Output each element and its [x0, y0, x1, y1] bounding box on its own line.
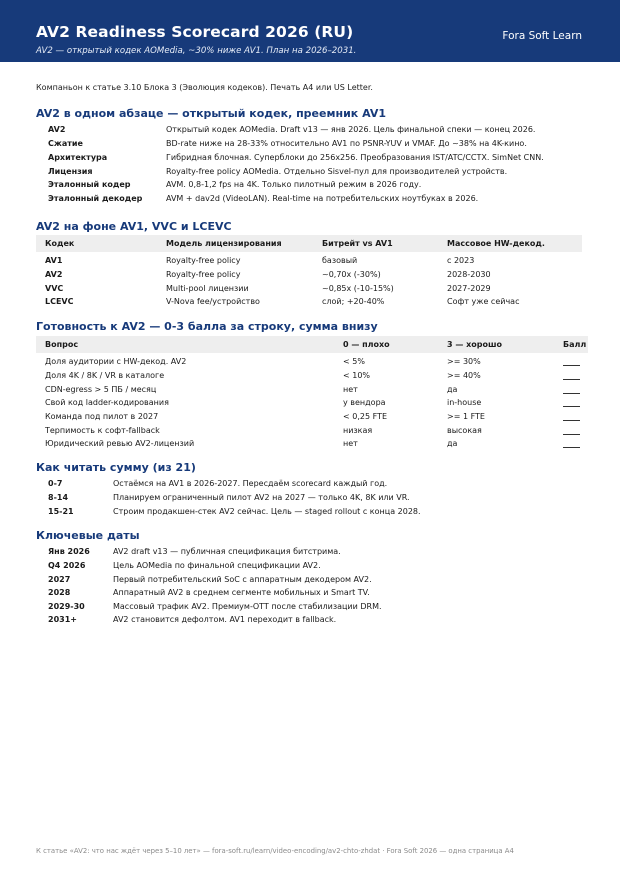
- date-value: AV2 draft v13 — публичная спецификация битстрима.: [113, 547, 341, 556]
- good-cell: высокая: [447, 426, 482, 435]
- good-cell: >= 40%: [447, 371, 481, 380]
- score-blank[interactable]: [563, 379, 580, 380]
- good-cell: in-house: [447, 398, 482, 407]
- table-row: [36, 295, 582, 309]
- summary-value: Открытый кодек AOMedia. Draft v13 — янв 2026. Цель финальной спеки — конец 2026.: [166, 125, 536, 134]
- bad-cell: у вендора: [343, 398, 386, 407]
- date-key: 2028: [48, 588, 71, 597]
- summary-key: Сжатие: [48, 139, 83, 148]
- good-cell: да: [447, 385, 458, 394]
- score-blank[interactable]: [563, 406, 580, 407]
- date-value: Аппаратный AV2 в среднем сегменте мобильных и Smart TV.: [113, 588, 370, 597]
- reading-key: 8-14: [48, 493, 69, 502]
- intro-text: Компаньон к статье 3.10 Блока 3 (Эволюция кодеков). Печать A4 или US Letter.: [36, 83, 373, 92]
- column-header: Модель лицензирования: [166, 239, 282, 248]
- table-row: [36, 410, 582, 424]
- reading-value: Остаёмся на AV1 в 2026-2027. Пересдаём scorecard каждый год.: [113, 479, 388, 488]
- table-row: [36, 254, 582, 268]
- brand-label: Fora Soft Learn: [502, 30, 582, 42]
- page-footer: К статье «AV2: что нас ждёт через 5–10 лет» — fora-soft.ru/learn/video-encoding/av2-chto-zhdat · Fora Soft 2026 — одна страница A4: [36, 847, 514, 855]
- bad-cell: нет: [343, 385, 358, 394]
- score-blank[interactable]: [563, 447, 580, 448]
- column-header: Массовое HW-декод.: [447, 239, 545, 248]
- column-header: 0 — плохо: [343, 340, 390, 349]
- date-value: AV2 становится дефолтом. AV1 переходит в fallback.: [113, 615, 337, 624]
- table-cell: слой; +20-40%: [322, 297, 385, 306]
- table-cell: AV2: [45, 270, 63, 279]
- comparison-table-header: [36, 235, 582, 252]
- column-header: Вопрос: [45, 340, 79, 349]
- readiness-heading: Готовность к AV2 — 0-3 балла за строку, сумма внизу: [36, 320, 378, 333]
- column-header: 3 — хорошо: [447, 340, 503, 349]
- table-cell: Royalty-free policy: [166, 270, 241, 279]
- reading-value: Строим продакшен-стек AV2 сейчас. Цель — staged rollout с конца 2028.: [113, 507, 421, 516]
- summary-value: Гибридная блочная. Суперблоки до 256x256. Преобразования IST/ATC/CCTX. SimNet CNN.: [166, 153, 544, 162]
- date-key: 2027: [48, 575, 71, 584]
- table-cell: V-Nova fee/устройство: [166, 297, 260, 306]
- table-cell: базовый: [322, 256, 358, 265]
- table-cell: 2027-2029: [447, 284, 491, 293]
- table-cell: Royalty-free policy: [166, 256, 241, 265]
- table-cell: AV1: [45, 256, 63, 265]
- question-cell: Терпимость к софт-fallback: [45, 426, 160, 435]
- good-cell: >= 30%: [447, 357, 481, 366]
- table-row: [36, 437, 582, 451]
- date-key: Q4 2026: [48, 561, 86, 570]
- table-cell: LCEVC: [45, 297, 74, 306]
- date-value: Первый потребительский SoC с аппаратным декодером AV2.: [113, 575, 372, 584]
- question-cell: Юридический ревью AV2-лицензий: [45, 439, 195, 448]
- reading-key: 0-7: [48, 479, 63, 488]
- readiness-table-header: [36, 336, 588, 353]
- good-cell: >= 1 FTE: [447, 412, 485, 421]
- reading-key: 15-21: [48, 507, 74, 516]
- table-row: [36, 355, 582, 369]
- table-cell: ~0,85x (-10-15%): [322, 284, 394, 293]
- score-blank[interactable]: [563, 434, 580, 435]
- table-row: [36, 396, 582, 410]
- summary-key: Эталонный декодер: [48, 194, 143, 203]
- table-row: [36, 282, 582, 296]
- page-subtitle: AV2 — открытый кодек AOMedia, ~30% ниже AV1. План на 2026–2031.: [36, 46, 357, 56]
- date-value: Массовый трафик AV2. Премиум-OTT после стабилизации DRM.: [113, 602, 382, 611]
- table-row: [36, 383, 582, 397]
- summary-heading: AV2 в одном абзаце — открытый кодек, преемник AV1: [36, 107, 387, 120]
- bad-cell: < 5%: [343, 357, 365, 366]
- question-cell: Свой код ladder-кодирования: [45, 398, 169, 407]
- good-cell: да: [447, 439, 458, 448]
- column-header: Битрейт vs AV1: [322, 239, 393, 248]
- page-title: AV2 Readiness Scorecard 2026 (RU): [36, 23, 354, 41]
- column-header: Кодек: [45, 239, 75, 248]
- question-cell: Доля аудитории с HW-декод. AV2: [45, 357, 187, 366]
- date-key: Янв 2026: [48, 547, 90, 556]
- question-cell: Команда под пилот в 2027: [45, 412, 159, 421]
- date-key: 2029-30: [48, 602, 85, 611]
- score-blank[interactable]: [563, 420, 580, 421]
- table-cell: ~0,70x (-30%): [322, 270, 381, 279]
- bad-cell: < 0,25 FTE: [343, 412, 388, 421]
- bad-cell: < 10%: [343, 371, 371, 380]
- table-cell: 2028-2030: [447, 270, 491, 279]
- score-blank[interactable]: [563, 393, 580, 394]
- score-blank[interactable]: [563, 365, 580, 366]
- dates-heading: Ключевые даты: [36, 529, 140, 542]
- summary-key: Эталонный кодер: [48, 180, 131, 189]
- summary-key: Архитектура: [48, 153, 108, 162]
- summary-value: BD-rate ниже на 28-33% относительно AV1 по PSNR-YUV и VMAF. До ~38% на 4K-кино.: [166, 139, 527, 148]
- date-key: 2031+: [48, 615, 77, 624]
- comparison-heading: AV2 на фоне AV1, VVC и LCEVC: [36, 220, 232, 233]
- table-cell: VVC: [45, 284, 64, 293]
- page-header: [0, 0, 620, 62]
- column-header: Балл: [563, 340, 587, 349]
- summary-value: AVM. 0,8-1,2 fps на 4K. Только пилотный режим в 2026 году.: [166, 180, 422, 189]
- table-cell: Multi-pool лицензии: [166, 284, 249, 293]
- summary-key: AV2: [48, 125, 66, 134]
- question-cell: Доля 4K / 8K / VR в каталоге: [45, 371, 165, 380]
- table-row: [36, 369, 582, 383]
- reading-value: Планируем ограниченный пилот AV2 на 2027 — только 4K, 8K или VR.: [113, 493, 410, 502]
- table-cell: с 2023: [447, 256, 475, 265]
- date-value: Цель AOMedia по финальной спецификации AV2.: [113, 561, 321, 570]
- bad-cell: нет: [343, 439, 358, 448]
- summary-value: AVM + dav2d (VideoLAN). Real-time на потребительских ноутбуках в 2026.: [166, 194, 479, 203]
- reading-heading: Как читать сумму (из 21): [36, 461, 196, 474]
- summary-key: Лицензия: [48, 167, 93, 176]
- bad-cell: низкая: [343, 426, 373, 435]
- question-cell: CDN-egress > 5 ПБ / месяц: [45, 385, 157, 394]
- table-cell: Софт уже сейчас: [447, 297, 520, 306]
- table-row: [36, 424, 582, 438]
- table-row: [36, 268, 582, 282]
- summary-value: Royalty-free policy AOMedia. Отдельно Sisvel-пул для производителей устройств.: [166, 167, 508, 176]
